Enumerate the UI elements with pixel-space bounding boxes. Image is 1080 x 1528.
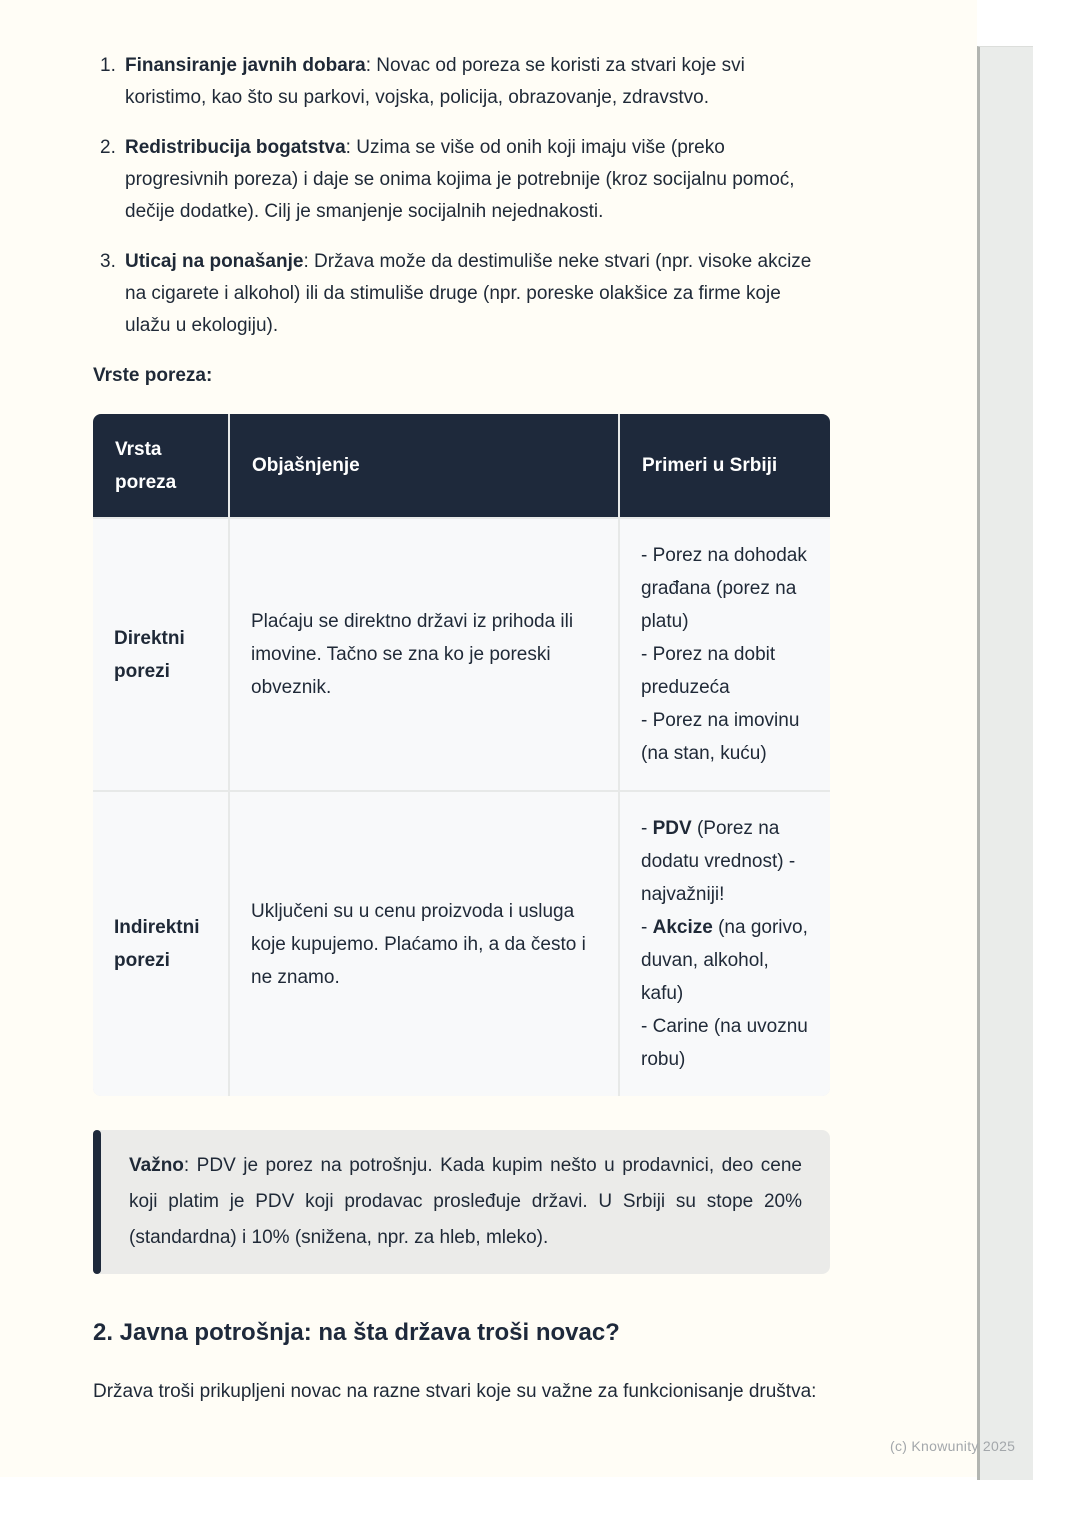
dash: -	[641, 545, 653, 566]
scrollbar-track[interactable]	[977, 46, 1033, 1480]
dash: -	[641, 644, 653, 665]
example-item	[641, 911, 809, 1010]
list-number: 3.	[100, 251, 116, 272]
list-item-bold: Redistribucija bogatstva	[125, 137, 346, 158]
table-cell-explanation: Uključeni su u cenu proizvoda i usluga koje kupujemo. Plaćamo ih, a da često i ne znamo.	[230, 792, 618, 1096]
tax-types-table	[93, 414, 830, 1096]
document-content	[93, 0, 830, 1408]
example-bold: Akcize	[652, 917, 713, 938]
example-text: Carine (na uvoznu robu)	[641, 1016, 808, 1070]
table-header-objasnjenje: Objašnjenje	[230, 414, 618, 517]
copyright-watermark: (c) Knowunity 2025	[890, 1438, 1016, 1454]
section-heading: 2. Javna potrošnja: na šta država troši novac?	[93, 1319, 620, 1346]
list-number: 2.	[100, 137, 116, 158]
callout-bold: Važno	[129, 1155, 184, 1176]
list-item-text	[125, 132, 830, 228]
example-item	[641, 704, 809, 770]
table-cell-examples	[620, 519, 830, 790]
example-text: Porez na imovinu (na stan, kuću)	[641, 710, 800, 764]
example-bold: PDV	[652, 818, 692, 839]
list-item	[93, 132, 830, 228]
list-item-bold: Finansiranje javnih dobara	[125, 55, 366, 76]
list-item	[93, 246, 830, 342]
example-item	[641, 539, 809, 638]
callout-accent-bar	[93, 1130, 101, 1274]
table-cell-row-label: Direktni porezi	[93, 519, 228, 790]
subheading-vrste-poreza: Vrste poreza:	[93, 365, 213, 386]
callout-text: : PDV je porez na potrošnju. Kada kupim nešto u prodavnici, deo cene koji platim je PDV koji prodavac prosleđuje državi. U Srbiji su stope 20% (standardna) i 10% (snižena, npr. za hleb, mleko).	[129, 1155, 802, 1248]
example-item	[641, 1010, 809, 1076]
list-item-rest: : Uzima se više od onih koji imaju više (preko progresivnih poreza) i daje se onima kojima je potrebnije (kroz socijalnu pomoć, dečije dodatke). Cilj je smanjenje socijalnih nejednakosti.	[125, 137, 795, 222]
example-text: Porez na dohodak građana (porez na platu)	[641, 545, 807, 632]
list-item-text	[125, 50, 830, 114]
example-text: (Porez na dodatu vrednost) - najvažniji!	[641, 818, 796, 905]
numbered-list	[93, 0, 830, 342]
table-header-vrsta-poreza: Vrsta poreza	[93, 414, 228, 517]
list-item-text	[125, 246, 830, 342]
table-header-primeri: Primeri u Srbiji	[620, 414, 830, 517]
example-text: (na gorivo, duvan, alkohol, kafu)	[641, 917, 808, 1004]
table-cell-examples	[620, 792, 830, 1096]
list-item-bold: Uticaj na ponašanje	[125, 251, 304, 272]
list-item-rest: : Država može da destimuliše neke stvari (npr. visoke akcize na cigarete i alkohol) ili da stimuliše druge (npr. poreske olakšice za firme koje ulažu u ekologiju).	[125, 251, 812, 336]
example-item	[641, 638, 809, 704]
dash: -	[641, 818, 653, 839]
table-cell-row-label: Indirektni porezi	[93, 792, 228, 1096]
list-item-rest: : Novac od poreza se koristi za stvari koje svi koristimo, kao što su parkovi, vojska, policija, obrazovanje, zdravstvo.	[125, 55, 745, 108]
example-text: Porez na dobit preduzeća	[641, 644, 776, 698]
dash: -	[641, 917, 653, 938]
list-number: 1.	[100, 55, 116, 76]
section-paragraph: Država troši prikupljeni novac na razne stvari koje su važne za funkcionisanje društva:	[93, 1381, 817, 1402]
list-item	[93, 50, 830, 114]
important-note-callout	[93, 1130, 830, 1274]
dash: -	[641, 1016, 653, 1037]
table-cell-explanation: Plaćaju se direktno državi iz prihoda ili imovine. Tačno se zna ko je poreski obveznik.	[230, 519, 618, 790]
example-item	[641, 812, 809, 911]
dash: -	[641, 710, 653, 731]
